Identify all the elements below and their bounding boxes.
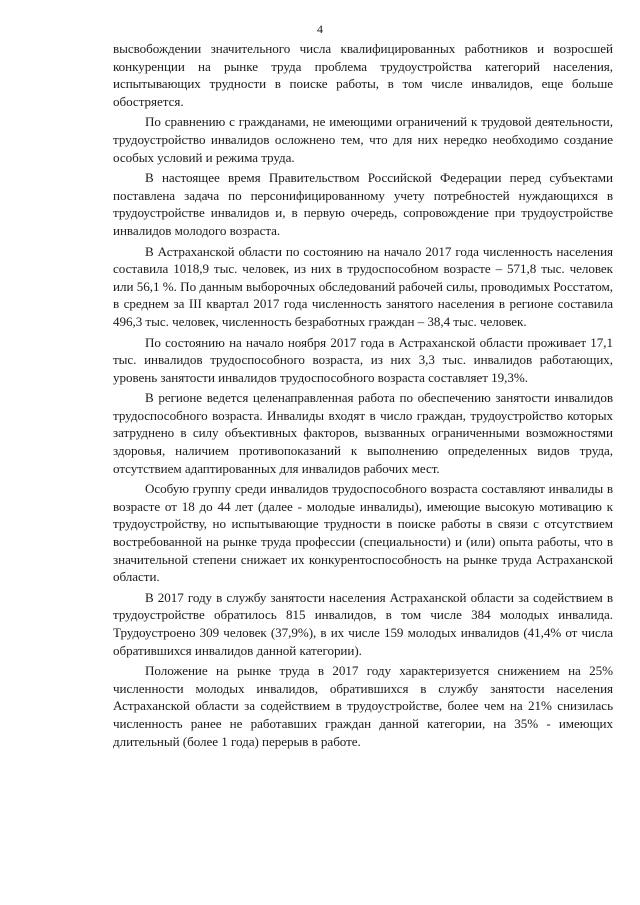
paragraph: Особую группу среди инвалидов трудоспособного возраста составляют инвалиды в возрасте от 18 до 44 лет (далее - молодые инвалиды), имеющие высокую мотивацию к трудоустройству, но испытывающие трудности в поиске работы в связи с отсутствием востребованной на рынке труда профессии (специальности) и (или) опыта работы, что в значительной степени снижает их конкурентоспособность на рынке труда Астраханской области. [113,481,613,585]
paragraph: В настоящее время Правительством Российской Федерации перед субъектами поставлена задача по персонифицированному учету потребностей нуждающихся в трудоустройстве инвалидов и, в первую очередь, сопровождение при трудоустройстве инвалидов молодого возраста. [113,170,613,238]
paragraph: Положение на рынке труда в 2017 году характеризуется снижением на 25% численности молодых инвалидов, обратившихся в службу занятости населения Астраханской области за содействием в трудоустройстве, более чем на 21% снизилась численность ранее не работавших граждан данной категории, на 35% - имеющих длительный (более 1 года) перерыв в работе. [113,663,613,749]
paragraph: По сравнению с гражданами, не имеющими ограничений к трудовой деятельности, трудоустройство инвалидов осложнено тем, что для них нередко необходимо создание особых условий и режима труда. [113,114,613,165]
page-number: 4 [317,22,323,36]
paragraph: В Астраханской области по состоянию на начало 2017 года численность населения составила 1018,9 тыс. человек, из них в трудоспособном возрасте – 571,8 тыс. человек или 56,1 %. По данным выборочных обследований рабочей силы, проводимых Росстатом, в среднем за III квартал 2017 года численность занятого населения в регионе составила 496,3 тыс. человек, численность безработных граждан – 38,4 тыс. человек. [113,243,613,329]
paragraph-continuation: высвобождении значительного числа квалифицированных работников и возросшей конкуренции на рынке труда проблема трудоустройства категорий населения, испытывающих трудности в поиске работы, в том числе инвалидов, еще больше обостряется. [113,41,613,109]
document-body [113,40,613,753]
paragraph: По состоянию на начало ноября 2017 года в Астраханской области проживает 17,1 тыс. инвалидов трудоспособного возраста, из них 3,3 тыс. инвалидов работающих, уровень занятости инвалидов трудоспособного возраста составляет 19,3%. [113,334,613,385]
paragraph: В 2017 году в службу занятости населения Астраханской области за содействием в трудоустройстве обратилось 815 инвалидов, в том числе 384 молодых инвалида. Трудоустроено 309 человек (37,9%), в их числе 159 молодых инвалидов (41,4% от числа обратившихся инвалидов данной категории). [113,589,613,658]
paragraph: В регионе ведется целенаправленная работа по обеспечению занятости инвалидов трудоспособного возраста. Инвалиды входят в число граждан, трудоустройство которых затруднено в силу объективных факторов, вызванных ограниченными возможностями здоровья, наличием противопоказаний к выполнению определенных видов труда, отсутствием адаптированных для инвалидов рабочих мест. [113,390,613,476]
